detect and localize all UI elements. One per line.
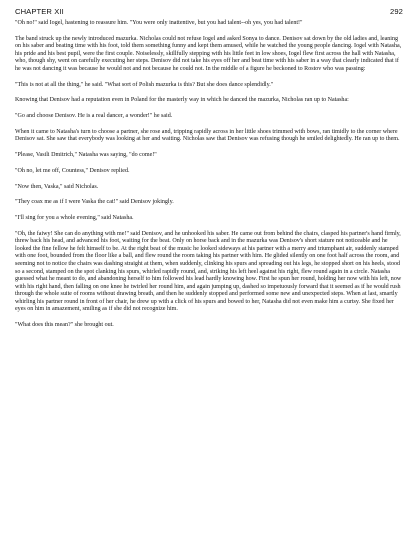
paragraph: "Oh no!" said Iogel, hastening to reassure him. "You were only inattentive, but you had talent--oh yes, you had talent!" — [15, 20, 303, 26]
paragraph: Knowing that Denisov had a reputation even in Poland for the masterly way in which he danced the mazurka, Nicholas ran up to Natasha: — [15, 97, 349, 104]
paragraph: "Go and choose Denisov. He is a real dancer, a wonder!" he said. — [15, 113, 173, 120]
paragraph: The band struck up the newly introduced mazurka. Nicholas could not refuse Iogel and asked Sonya to dance. Denisov sat down by the old ladies and, leaning on his saber and beating time with his foot, told them something funny and kept them amused, while he watched the young people dancing. Iogel with Natasha, his pride and his best pupil, were the first couple. Noiselessly, skillfully stepping with his little feet in low shoes, Iogel flew first across the hall with Natasha, who, though shy, went on carefully executing her steps. Denisov did not take his eyes off her and beat time with his saber in a way that clearly indicated that if he was not dancing it was because he would not and not because he could not. In the middle of a figure he beckoned to Rostov who was passing: — [15, 35, 402, 72]
page-number: 292 — [390, 7, 403, 16]
paragraph: "Now then, Vaska," said Nicholas. — [15, 183, 99, 190]
page-header — [15, 7, 404, 18]
paragraph: "Oh, the faiwy! She can do anything with me!" said Denisov, and he unhooked his saber. He came out from behind the chairs, clasped his partner's hand firmly, threw back his head, and advanced his foot, waiting for the beat. Only on horse back and in the mazurka was Denisov's short stature not noticeable and he looked the fine fellow he felt himself to be. At the right beat of the music he looked sideways at his partner with a merry and triumphant air, suddenly stamped with one foot, bounded from the floor like a ball, and flew round the room taking his partner with him. He glided silently on one foot half across the room, and seeming not to notice the chairs was dashing straight at them, when suddenly, clinking his spurs and spreading out his legs, he stopped short on his heels, stood so a second, stamped on the spot clanking his spurs, whirled rapidly round, and, striking his left heel against his right, flew round again in a circle. Natasha guessed what he meant to do, and abandoning herself to him followed his lead hardly knowing how. First he spun her round, holding her now with his left, now with his right hand, then falling on one knee he twirled her round him, and again jumping up, dashed so impetuously forward that it seemed as if he would rush through the whole suite of rooms without drawing breath, and then he suddenly stopped and performed some new and unexpected steps. When at last, smartly whirling his partner round in front of her chair, he drew up with a click of his spurs and bowed to her, Natasha did not even make him a curtsy. She fixed her eyes on him in amazement, smiling as if she did not recognize him. — [15, 230, 402, 313]
paragraph: "Please, Vasili Dmitrich," Natasha was saying, "do come!" — [15, 152, 157, 159]
paragraph: "What does this mean?" she brought out. — [15, 322, 114, 329]
paragraph: "Oh no, let me off, Countess," Denisov replied. — [15, 167, 130, 174]
paragraph: "They coax me as if I were Vaska the cat!" said Denisov jokingly. — [15, 199, 174, 206]
page-body — [15, 20, 404, 330]
paragraph: "I'll sing for you a whole evening," said Natasha. — [15, 215, 134, 222]
paragraph: "This is not at all the thing," he said. "What sort of Polish mazurka is this? But she does dance splendidly." — [15, 81, 274, 88]
chapter-title: CHAPTER XII — [15, 7, 64, 16]
paragraph: When it came to Natasha's turn to choose a partner, she rose and, tripping rapidly across in her little shoes trimmed with bows, ran timidly to the corner where Denisov sat. She saw that everybody was looking at her and waiting. Nicholas saw that Denisov was refusing though he smiled delightedly. He ran up to them. — [15, 128, 400, 143]
